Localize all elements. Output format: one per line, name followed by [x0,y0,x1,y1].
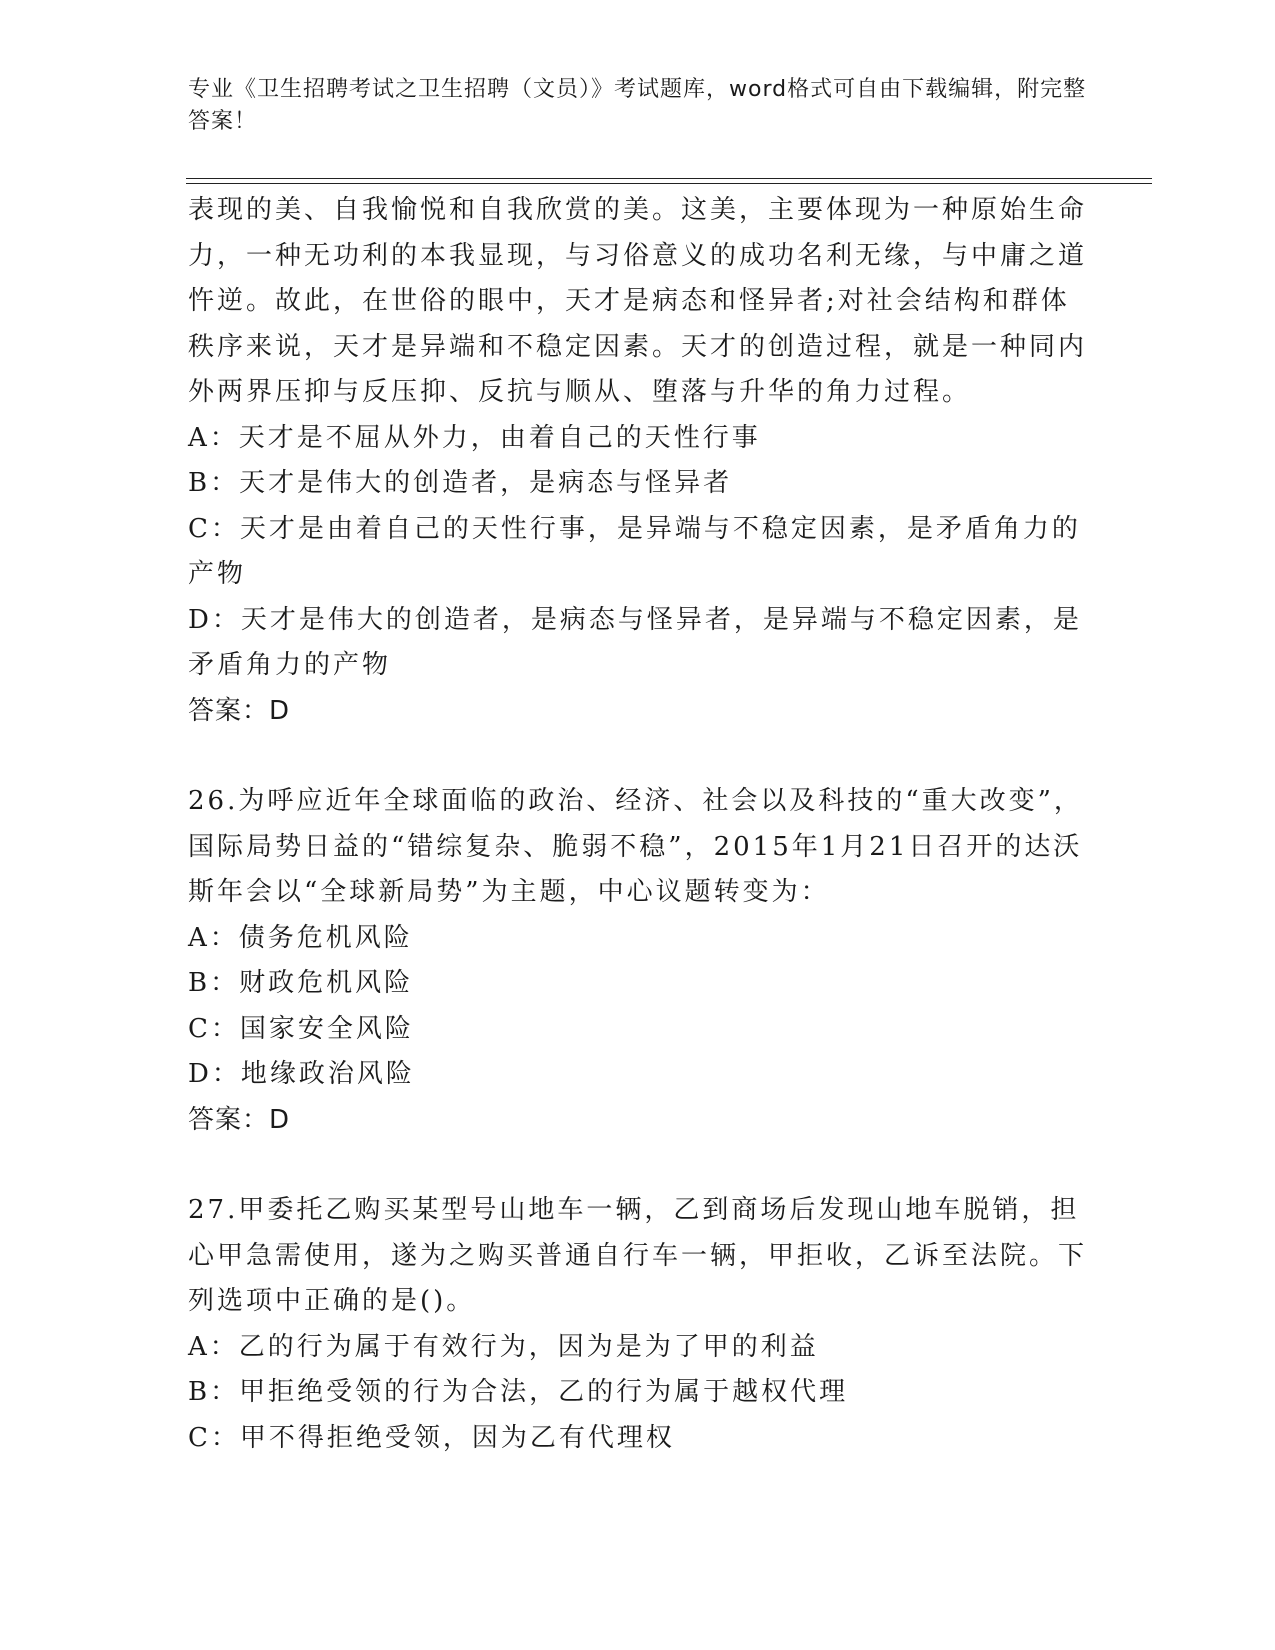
option-d: D：地缘政治风险 [188,1059,415,1089]
option-b: B：甲拒绝受领的行为合法，乙的行为属于越权代理 [188,1377,849,1407]
option-b: B：财政危机风险 [188,968,414,998]
option-a: A：天才是不屈从外力，由着自己的天性行事 [188,422,761,453]
option-a: A：债务危机风险 [188,922,413,953]
question-26 [188,779,1088,1143]
document-body [188,188,1088,1461]
question-27 [188,1188,1088,1461]
question-stem: 26.为呼应近年全球面临的政治、经济、社会以及科技的“重大改变”，国际局势日益的“错综复杂、脆弱不稳”，2015年1月21日召开的达沃斯年会以“全球新局势”为主题，中心议题转变为： [188,786,1083,907]
question-25 [188,188,1088,734]
question-passage: 表现的美、自我愉悦和自我欣赏的美。这美，主要体现为一种原始生命力，一种无功利的本我显现，与习俗意义的成功名利无缘，与中庸之道忤逆。故此，在世俗的眼中，天才是病态和怪异者;对社会结构和群体秩序来说，天才是异端和不稳定因素。天才的创造过程，就是一种同内外两界压抑与反压抑、反抗与顺从、堕落与升华的角力过程。 [188,195,1088,407]
option-c: C：甲不得拒绝受领，因为乙有代理权 [188,1422,675,1453]
question-spacer [188,1143,1088,1188]
question-spacer [188,734,1088,779]
option-d: D：天才是伟大的创造者，是病态与怪异者，是异端与不稳定因素，是矛盾角力的产物 [188,604,1082,680]
option-a: A：乙的行为属于有效行为，因为是为了甲的利益 [188,1331,819,1362]
answer-label: 答案：D [188,1104,291,1135]
header-divider-top [186,178,1152,179]
document-header: 专业《卫生招聘考试之卫生招聘（文员）》考试题库，word格式可自由下载编辑，附完整答案！ [188,77,1087,134]
option-b: B：天才是伟大的创造者，是病态与怪异者 [188,468,733,498]
header-divider-bottom [186,183,1152,184]
question-stem: 27.甲委托乙购买某型号山地车一辆，乙到商场后发现山地车脱销，担心甲急需使用，遂为之购买普通自行车一辆，甲拒收，乙诉至法院。下列选项中正确的是()。 [188,1195,1088,1316]
option-c: C：国家安全风险 [188,1013,414,1044]
option-c: C：天才是由着自己的天性行事，是异端与不稳定因素，是矛盾角力的产物 [188,513,1081,589]
answer-label: 答案：D [188,695,291,726]
